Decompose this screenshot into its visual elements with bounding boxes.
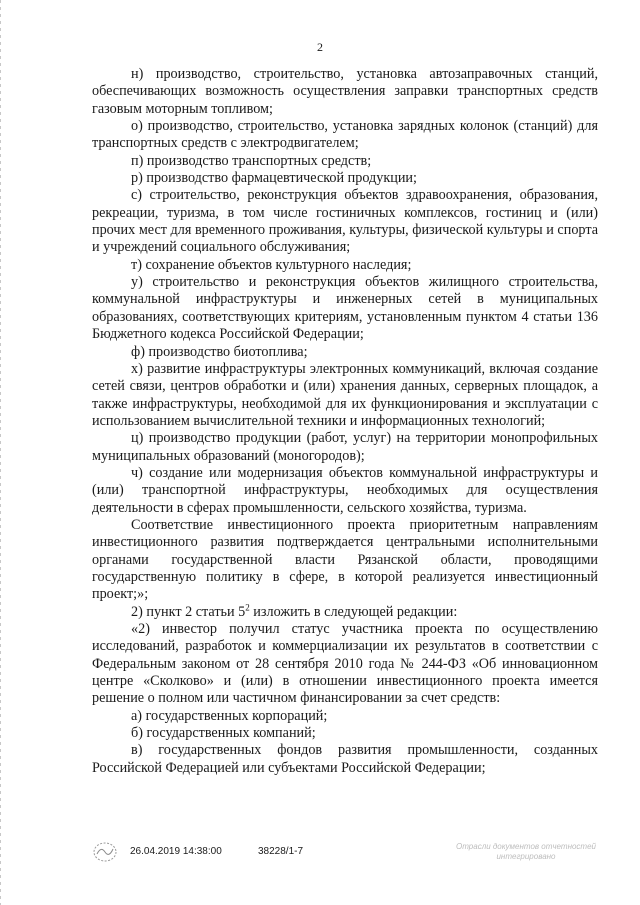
amendment-text: изложить в следующей редакции: [249,603,458,620]
paragraph: а) государственных корпораций; [131,707,328,724]
paragraph: п) производство транспортных средств; [131,152,372,169]
footer-date: 26.04.2019 14:38:00 [130,846,222,857]
paragraph: р) производство фармацевтической продукции; [131,170,417,187]
paragraph: с) строительство, реконструкция объектов здравоохранения, образования, рекреации, туризма, в том числе гостиничных комплексов, гостиниц и (или) прочих мест для временного проживания, культуры, физической культуры и спорта и учреждений социального обслуживания; [92,187,598,256]
paragraph: т) сохранение объектов культурного наследия; [131,256,412,273]
paragraph: Соответствие инвестиционного проекта приоритетным направлениям инвестиционного развития подтверждается центральными исполнительными органами государственной власти Рязанской области, проводящими государственную политику в сфере, в которой реализуется инвестиционный проект;»; [92,516,598,603]
paragraph: «2) инвестор получил статус участника проекта по осуществлению исследований, разработок и коммерциализации их результатов в соответствии с Федеральным законом от 28 сентября 2010 года № 244-ФЗ «Об инновационном центре «Сколково» и (или) в отношении инвестиционного проекта имеется решение о полном или частичном финансировании за счет средств: [92,621,598,707]
document-body [92,66,598,777]
amendment-text: 2) пункт 2 статьи 5 [131,603,246,620]
page-number: 2 [317,40,323,54]
amendment-paragraph [92,601,598,621]
paragraph: в) государственных фондов развития промышленности, созданных Российской Федерацией или субъектами Российской Федерации; [92,742,598,776]
paragraph: ц) производство продукции (работ, услуг) на территории монопрофильных муниципальных образований (моногородов); [92,430,598,464]
footer [92,842,612,872]
paragraph: ф) производство биотоплива; [131,343,308,360]
paragraph: у) строительство и реконструкция объектов жилищного строительства, коммунальной инфраструктуры и инженерных сетей в муниципальных образованиях, соответствующих критериям, установленным пунктом 4 статьи 136 Бюджетного кодекса Российской Федерации; [92,274,598,343]
scan-edge [0,0,1,905]
footer-doc-number: 38228/1-7 [258,846,304,857]
paragraph: б) государственных компаний; [131,725,316,742]
paragraph: ч) создание или модернизация объектов коммунальной инфраструктуры и (или) транспортной инфраструктуры, необходимых для осуществления деятельности в сферах промышленности, сельского хозяйства, туризма. [92,464,598,516]
signature-stamp-icon [92,840,118,867]
superscript: 2 [245,601,250,612]
paragraph: о) производство, строительство, установка зарядных колонок (станций) для транспортных средств с электродвигателем; [92,118,598,152]
paragraph: н) производство, строительство, установка автозаправочных станций, обеспечивающих возможность осуществления заправки транспортных средств газовым моторным топливом; [92,66,598,117]
footer-watermark: Отрасли документов отчетностей интегрировано [456,842,596,861]
paragraph: х) развитие инфраструктуры электронных коммуникаций, включая создание сетей связи, центров обработки и (или) хранения данных, серверных площадок, а также инфраструктуры, необходимой для их функционирования и эксплуатации с использованием вычислительной техники и информационных технологий; [92,360,598,429]
